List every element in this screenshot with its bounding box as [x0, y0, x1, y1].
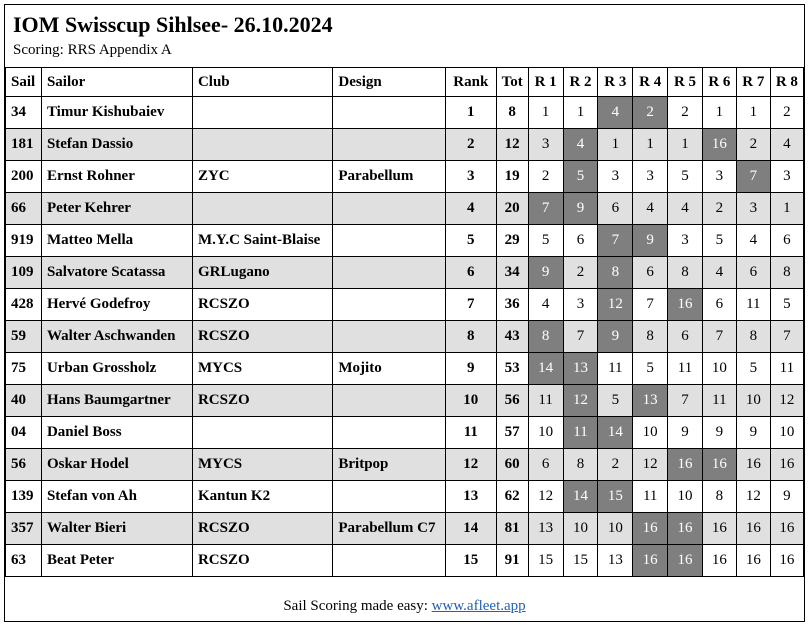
cell-race-3: 9 — [598, 321, 633, 353]
cell-race-7: 12 — [736, 481, 770, 513]
cell-race-1: 9 — [528, 257, 563, 289]
cell-race-5: 7 — [668, 385, 703, 417]
cell-race-1: 11 — [528, 385, 563, 417]
cell-race-4: 12 — [633, 449, 668, 481]
cell-race-3: 2 — [598, 449, 633, 481]
cell-tot: 34 — [496, 257, 528, 289]
table-row — [6, 545, 804, 577]
cell-design — [333, 321, 446, 353]
cell-race-8: 1 — [770, 193, 803, 225]
cell-race-4: 11 — [633, 481, 668, 513]
cell-sailor: Ernst Rohner — [41, 161, 192, 193]
table-row — [6, 193, 804, 225]
cell-tot: 62 — [496, 481, 528, 513]
cell-race-2: 2 — [563, 257, 598, 289]
footer-text: Sail Scoring made easy: — [283, 598, 432, 614]
cell-race-1: 12 — [528, 481, 563, 513]
cell-race-7: 2 — [736, 129, 770, 161]
cell-race-7: 9 — [736, 417, 770, 449]
page-title: IOM Swisscup Sihlsee- 26.10.2024 — [13, 12, 333, 37]
cell-rank: 1 — [445, 97, 496, 129]
cell-race-8: 10 — [770, 417, 803, 449]
cell-design — [333, 225, 446, 257]
cell-race-2: 15 — [563, 545, 598, 577]
cell-race-5: 2 — [668, 97, 703, 129]
cell-race-7: 16 — [736, 545, 770, 577]
cell-race-1: 2 — [528, 161, 563, 193]
cell-race-8: 16 — [770, 449, 803, 481]
cell-sailor: Peter Kehrer — [41, 193, 192, 225]
cell-race-7: 3 — [736, 193, 770, 225]
results-body — [6, 97, 804, 577]
cell-race-6: 5 — [702, 225, 736, 257]
cell-race-1: 1 — [528, 97, 563, 129]
cell-race-5: 9 — [668, 417, 703, 449]
cell-race-5: 10 — [668, 481, 703, 513]
cell-sailor: Stefan Dassio — [41, 129, 192, 161]
cell-design — [333, 257, 446, 289]
cell-rank: 4 — [445, 193, 496, 225]
cell-sailor: Matteo Mella — [41, 225, 192, 257]
cell-race-1: 13 — [528, 513, 563, 545]
cell-design: Parabellum — [333, 161, 446, 193]
cell-sail: 139 — [6, 481, 42, 513]
cell-race-6: 16 — [702, 545, 736, 577]
header-r3: R 3 — [598, 68, 633, 97]
cell-race-6: 8 — [702, 481, 736, 513]
cell-sail: 919 — [6, 225, 42, 257]
cell-race-7: 4 — [736, 225, 770, 257]
cell-race-2: 4 — [563, 129, 598, 161]
cell-race-7: 16 — [736, 513, 770, 545]
cell-rank: 14 — [445, 513, 496, 545]
cell-sail: 357 — [6, 513, 42, 545]
cell-race-5: 6 — [668, 321, 703, 353]
cell-race-2: 10 — [563, 513, 598, 545]
cell-race-5: 3 — [668, 225, 703, 257]
header-r8: R 8 — [770, 68, 803, 97]
cell-race-3: 12 — [598, 289, 633, 321]
cell-club: GRLugano — [192, 257, 332, 289]
cell-race-7: 7 — [736, 161, 770, 193]
cell-sailor: Daniel Boss — [41, 417, 192, 449]
cell-race-3: 4 — [598, 97, 633, 129]
table-row — [6, 385, 804, 417]
cell-race-4: 4 — [633, 193, 668, 225]
table-row — [6, 417, 804, 449]
cell-sail: 66 — [6, 193, 42, 225]
cell-club: RCSZO — [192, 289, 332, 321]
cell-race-4: 16 — [633, 513, 668, 545]
cell-club — [192, 129, 332, 161]
cell-race-5: 11 — [668, 353, 703, 385]
cell-race-3: 3 — [598, 161, 633, 193]
cell-race-4: 9 — [633, 225, 668, 257]
cell-race-8: 5 — [770, 289, 803, 321]
cell-sail: 109 — [6, 257, 42, 289]
table-row — [6, 321, 804, 353]
cell-race-5: 4 — [668, 193, 703, 225]
cell-tot: 43 — [496, 321, 528, 353]
cell-race-1: 7 — [528, 193, 563, 225]
header-design: Design — [333, 68, 446, 97]
cell-race-6: 1 — [702, 97, 736, 129]
results-table — [5, 67, 804, 577]
cell-rank: 2 — [445, 129, 496, 161]
header-club: Club — [192, 68, 332, 97]
cell-tot: 56 — [496, 385, 528, 417]
cell-race-1: 8 — [528, 321, 563, 353]
cell-race-3: 15 — [598, 481, 633, 513]
cell-design — [333, 417, 446, 449]
cell-sailor: Salvatore Scatassa — [41, 257, 192, 289]
cell-race-2: 8 — [563, 449, 598, 481]
table-row — [6, 257, 804, 289]
cell-race-5: 16 — [668, 513, 703, 545]
cell-rank: 11 — [445, 417, 496, 449]
cell-race-8: 9 — [770, 481, 803, 513]
results-sheet — [4, 4, 805, 622]
cell-club — [192, 193, 332, 225]
cell-sail: 75 — [6, 353, 42, 385]
cell-race-3: 13 — [598, 545, 633, 577]
cell-design: Parabellum C7 — [333, 513, 446, 545]
cell-sailor: Walter Bieri — [41, 513, 192, 545]
cell-sailor: Hans Baumgartner — [41, 385, 192, 417]
cell-race-2: 5 — [563, 161, 598, 193]
cell-race-7: 5 — [736, 353, 770, 385]
cell-club: RCSZO — [192, 385, 332, 417]
cell-tot: 81 — [496, 513, 528, 545]
cell-rank: 3 — [445, 161, 496, 193]
cell-race-1: 14 — [528, 353, 563, 385]
cell-race-7: 10 — [736, 385, 770, 417]
cell-race-1: 6 — [528, 449, 563, 481]
cell-race-4: 3 — [633, 161, 668, 193]
cell-race-5: 1 — [668, 129, 703, 161]
cell-rank: 8 — [445, 321, 496, 353]
cell-race-6: 3 — [702, 161, 736, 193]
cell-race-5: 16 — [668, 545, 703, 577]
cell-race-4: 8 — [633, 321, 668, 353]
cell-sailor: Urban Grossholz — [41, 353, 192, 385]
cell-rank: 7 — [445, 289, 496, 321]
cell-race-1: 4 — [528, 289, 563, 321]
cell-race-1: 15 — [528, 545, 563, 577]
cell-race-6: 9 — [702, 417, 736, 449]
cell-race-3: 5 — [598, 385, 633, 417]
cell-race-8: 4 — [770, 129, 803, 161]
cell-tot: 91 — [496, 545, 528, 577]
cell-design — [333, 385, 446, 417]
cell-club: M.Y.C Saint-Blaise — [192, 225, 332, 257]
cell-race-4: 7 — [633, 289, 668, 321]
cell-race-2: 13 — [563, 353, 598, 385]
cell-club: RCSZO — [192, 545, 332, 577]
cell-race-6: 6 — [702, 289, 736, 321]
cell-race-2: 9 — [563, 193, 598, 225]
cell-design: Britpop — [333, 449, 446, 481]
cell-sail: 40 — [6, 385, 42, 417]
table-row — [6, 97, 804, 129]
cell-race-4: 1 — [633, 129, 668, 161]
cell-tot: 53 — [496, 353, 528, 385]
cell-race-2: 3 — [563, 289, 598, 321]
table-row — [6, 129, 804, 161]
scoring-subtitle: Scoring: RRS Appendix A — [13, 42, 172, 58]
cell-tot: 60 — [496, 449, 528, 481]
cell-rank: 10 — [445, 385, 496, 417]
cell-race-6: 2 — [702, 193, 736, 225]
cell-race-4: 5 — [633, 353, 668, 385]
cell-race-4: 16 — [633, 545, 668, 577]
cell-tot: 29 — [496, 225, 528, 257]
header-r2: R 2 — [563, 68, 598, 97]
cell-race-1: 10 — [528, 417, 563, 449]
cell-race-3: 6 — [598, 193, 633, 225]
cell-sailor: Oskar Hodel — [41, 449, 192, 481]
cell-race-4: 6 — [633, 257, 668, 289]
table-row — [6, 353, 804, 385]
header-r6: R 6 — [702, 68, 736, 97]
cell-sail: 428 — [6, 289, 42, 321]
cell-race-3: 1 — [598, 129, 633, 161]
cell-race-6: 10 — [702, 353, 736, 385]
cell-rank: 12 — [445, 449, 496, 481]
cell-design — [333, 481, 446, 513]
cell-sail: 200 — [6, 161, 42, 193]
cell-sail: 181 — [6, 129, 42, 161]
cell-race-8: 16 — [770, 513, 803, 545]
cell-race-8: 16 — [770, 545, 803, 577]
table-row — [6, 225, 804, 257]
cell-race-8: 8 — [770, 257, 803, 289]
cell-club: ZYC — [192, 161, 332, 193]
cell-sail: 34 — [6, 97, 42, 129]
cell-club — [192, 417, 332, 449]
cell-design — [333, 97, 446, 129]
header-r4: R 4 — [633, 68, 668, 97]
cell-sailor: Walter Aschwanden — [41, 321, 192, 353]
cell-sailor: Timur Kishubaiev — [41, 97, 192, 129]
cell-tot: 57 — [496, 417, 528, 449]
cell-race-8: 2 — [770, 97, 803, 129]
cell-race-1: 5 — [528, 225, 563, 257]
cell-race-4: 10 — [633, 417, 668, 449]
cell-race-2: 12 — [563, 385, 598, 417]
cell-race-1: 3 — [528, 129, 563, 161]
footer — [5, 597, 804, 615]
cell-race-6: 16 — [702, 129, 736, 161]
cell-race-8: 11 — [770, 353, 803, 385]
cell-sail: 56 — [6, 449, 42, 481]
cell-club: MYCS — [192, 449, 332, 481]
cell-race-3: 8 — [598, 257, 633, 289]
cell-race-6: 4 — [702, 257, 736, 289]
table-row — [6, 289, 804, 321]
header-sail: Sail — [6, 68, 42, 97]
cell-rank: 6 — [445, 257, 496, 289]
cell-race-6: 11 — [702, 385, 736, 417]
cell-race-2: 1 — [563, 97, 598, 129]
cell-rank: 9 — [445, 353, 496, 385]
header-row — [6, 68, 804, 97]
cell-rank: 5 — [445, 225, 496, 257]
cell-rank: 15 — [445, 545, 496, 577]
cell-sailor: Stefan von Ah — [41, 481, 192, 513]
table-row — [6, 513, 804, 545]
footer-link[interactable]: www.afleet.app — [431, 598, 526, 614]
header-r7: R 7 — [736, 68, 770, 97]
header-r1: R 1 — [528, 68, 563, 97]
table-row — [6, 481, 804, 513]
cell-race-6: 16 — [702, 449, 736, 481]
cell-race-8: 7 — [770, 321, 803, 353]
cell-race-5: 16 — [668, 449, 703, 481]
cell-race-4: 13 — [633, 385, 668, 417]
cell-design — [333, 193, 446, 225]
cell-club: RCSZO — [192, 513, 332, 545]
cell-race-8: 6 — [770, 225, 803, 257]
cell-race-2: 6 — [563, 225, 598, 257]
table-row — [6, 449, 804, 481]
cell-design — [333, 129, 446, 161]
cell-tot: 12 — [496, 129, 528, 161]
header-tot: Tot — [496, 68, 528, 97]
cell-race-6: 16 — [702, 513, 736, 545]
cell-race-7: 6 — [736, 257, 770, 289]
header-sailor: Sailor — [41, 68, 192, 97]
cell-sailor: Beat Peter — [41, 545, 192, 577]
cell-tot: 36 — [496, 289, 528, 321]
cell-club: RCSZO — [192, 321, 332, 353]
cell-design — [333, 545, 446, 577]
cell-tot: 8 — [496, 97, 528, 129]
cell-race-2: 11 — [563, 417, 598, 449]
cell-race-3: 11 — [598, 353, 633, 385]
header-r5: R 5 — [668, 68, 703, 97]
cell-race-3: 14 — [598, 417, 633, 449]
cell-race-5: 5 — [668, 161, 703, 193]
cell-race-2: 14 — [563, 481, 598, 513]
cell-race-7: 11 — [736, 289, 770, 321]
cell-race-8: 12 — [770, 385, 803, 417]
cell-race-3: 10 — [598, 513, 633, 545]
cell-race-5: 8 — [668, 257, 703, 289]
cell-race-7: 1 — [736, 97, 770, 129]
table-row — [6, 161, 804, 193]
cell-design: Mojito — [333, 353, 446, 385]
cell-race-8: 3 — [770, 161, 803, 193]
cell-race-7: 8 — [736, 321, 770, 353]
cell-rank: 13 — [445, 481, 496, 513]
cell-sailor: Hervé Godefroy — [41, 289, 192, 321]
cell-race-6: 7 — [702, 321, 736, 353]
header-rank: Rank — [445, 68, 496, 97]
cell-club — [192, 97, 332, 129]
cell-race-2: 7 — [563, 321, 598, 353]
cell-design — [333, 289, 446, 321]
cell-race-5: 16 — [668, 289, 703, 321]
cell-club: MYCS — [192, 353, 332, 385]
cell-club: Kantun K2 — [192, 481, 332, 513]
cell-sail: 04 — [6, 417, 42, 449]
cell-tot: 20 — [496, 193, 528, 225]
cell-sail: 59 — [6, 321, 42, 353]
cell-race-3: 7 — [598, 225, 633, 257]
cell-tot: 19 — [496, 161, 528, 193]
cell-race-4: 2 — [633, 97, 668, 129]
cell-race-7: 16 — [736, 449, 770, 481]
cell-sail: 63 — [6, 545, 42, 577]
